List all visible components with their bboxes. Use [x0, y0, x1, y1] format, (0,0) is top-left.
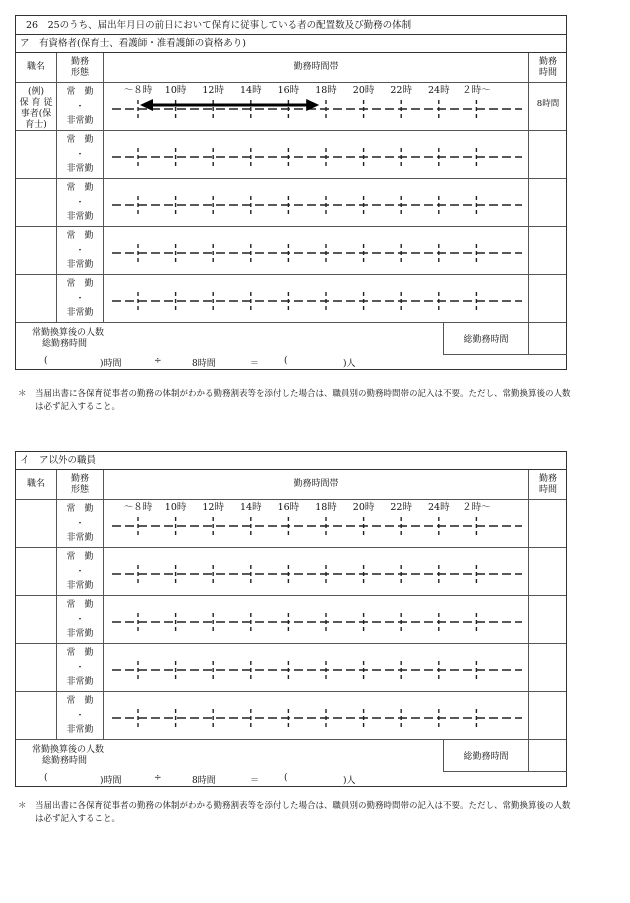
full-time-label: 常 勤 [66, 279, 94, 289]
time-band-cell[interactable] [104, 548, 529, 595]
time-label: 12時 [202, 502, 224, 513]
time-band-cell[interactable] [104, 275, 529, 322]
timeline [104, 644, 529, 692]
type-separator: ・ [75, 566, 85, 577]
example-job-title: (例) 保 育 従 事者(保 育士) [16, 83, 57, 130]
equals-sign: ＝ [250, 776, 260, 786]
time-label: ２時～ [462, 502, 491, 513]
staffing-form-other [15, 451, 567, 787]
part-time-label: 非常勤 [66, 629, 94, 639]
work-type-cell [57, 227, 104, 274]
hours-input-cell[interactable] [529, 644, 567, 691]
time-band-cell[interactable] [104, 227, 529, 274]
total-hours-box-label: 総勤務時間 [443, 740, 529, 772]
note-star: ＊ [18, 801, 27, 811]
part-time-label: 非常勤 [66, 116, 94, 126]
header-job: 職名 [16, 53, 57, 82]
staff-row [16, 131, 566, 179]
time-label: 24時 [428, 502, 450, 513]
part-time-label: 非常勤 [66, 308, 94, 318]
timeline [104, 83, 529, 131]
hours-input-cell[interactable] [529, 548, 567, 595]
type-separator: ・ [75, 662, 85, 673]
header-hours: 勤務 時間 [538, 473, 557, 495]
time-band-cell[interactable] [104, 500, 529, 547]
time-label: 22時 [390, 502, 412, 513]
time-label: 24時 [428, 85, 450, 96]
time-label: 18時 [315, 85, 337, 96]
job-input-cell[interactable] [16, 227, 57, 274]
timeline [104, 500, 529, 548]
full-time-label: 常 勤 [66, 135, 94, 145]
eight-hours: 8時間 [192, 359, 216, 369]
time-label: 16時 [277, 85, 300, 96]
type-separator: ・ [75, 518, 85, 529]
work-type-cell [57, 644, 104, 691]
work-type-cell [57, 596, 104, 643]
hours-input-cell[interactable] [529, 227, 567, 274]
hours-unit: )時間 [100, 359, 122, 369]
work-type-cell [57, 131, 104, 178]
time-label: 20時 [352, 502, 375, 513]
time-band-cell[interactable] [104, 179, 529, 226]
timeline [104, 179, 529, 227]
type-separator: ・ [75, 149, 85, 160]
eight-hours: 8時間 [192, 776, 216, 786]
form-title: 26 25のうち、届出年月日の前日において保育に従事している者の配置数及び勤務の体制 [16, 16, 566, 35]
type-separator: ・ [75, 197, 85, 208]
job-input-cell[interactable] [16, 548, 57, 595]
time-band-cell [104, 83, 529, 130]
full-time-label: 常 勤 [66, 231, 94, 241]
other-staff-subtitle: イ ア以外の職員 [16, 452, 566, 470]
header-work-type: 勤務 形態 [57, 53, 104, 82]
full-time-label: 常 勤 [66, 504, 94, 514]
header-time-band: 勤務時間帯 [104, 470, 529, 499]
time-label: ～８時 [123, 502, 153, 513]
time-label: 22時 [390, 85, 412, 96]
time-band-cell[interactable] [104, 596, 529, 643]
example-row [16, 83, 566, 131]
job-input-cell[interactable] [16, 500, 57, 547]
note [18, 800, 578, 826]
staff-row [16, 227, 566, 275]
staffing-form-qualified [15, 15, 567, 370]
staff-row [16, 275, 566, 323]
header-work-type: 勤務 形態 [57, 470, 104, 499]
job-input-cell[interactable] [16, 275, 57, 322]
type-separator: ・ [75, 710, 85, 721]
summary-row [16, 323, 566, 369]
persons-unit: )人 [343, 359, 356, 369]
time-label: 14時 [240, 502, 262, 513]
note-text: 当届出書に各保育従事者の勤務の体制がわかる勤務割表等を添付した場合は、職員別の勤務時間帯の記入は不要。ただし、常勤換算後の人数は必ず記入すること。 [35, 389, 571, 412]
timeline [104, 548, 529, 596]
staff-row [16, 644, 566, 692]
total-hours-box-label: 総勤務時間 [443, 323, 529, 355]
type-separator: ・ [75, 293, 85, 304]
timeline [104, 596, 529, 644]
part-time-label: 非常勤 [66, 533, 94, 543]
work-type-cell [57, 83, 104, 130]
job-input-cell[interactable] [16, 644, 57, 691]
total-hours-label: 総勤務時間 [42, 339, 88, 349]
time-band-cell[interactable] [104, 644, 529, 691]
divide-sign: ÷ [154, 773, 162, 783]
time-label: 14時 [240, 85, 262, 96]
note-star: ＊ [18, 389, 27, 399]
time-label: 20時 [352, 85, 375, 96]
full-time-label: 常 勤 [66, 183, 94, 193]
type-separator: ・ [75, 101, 85, 112]
hours-input-cell[interactable] [529, 596, 567, 643]
example-hours: 8時間 [536, 99, 560, 109]
staff-row [16, 179, 566, 227]
qualified-staff-subtitle: ア 有資格者(保育士、看護師・准看護師の資格あり) [16, 35, 566, 53]
part-time-label: 非常勤 [66, 725, 94, 735]
work-type-cell [57, 275, 104, 322]
hours-input-cell[interactable] [529, 131, 567, 178]
open-paren: ( [44, 773, 48, 783]
time-label: 12時 [202, 85, 224, 96]
fte-label: 常勤換算後の人数 [32, 745, 105, 755]
type-separator: ・ [75, 614, 85, 625]
hours-input-cell[interactable] [529, 692, 567, 739]
time-label: 16時 [277, 502, 300, 513]
type-separator: ・ [75, 245, 85, 256]
divide-sign: ÷ [154, 356, 162, 366]
full-time-label: 常 勤 [66, 696, 94, 706]
time-label: 10時 [164, 85, 187, 96]
hours-input-cell[interactable] [529, 179, 567, 226]
table-header [16, 53, 566, 83]
staff-row [16, 548, 566, 596]
note-text: 当届出書に各保育従事者の勤務の体制がわかる勤務割表等を添付した場合は、職員別の勤務時間帯の記入は不要。ただし、常勤換算後の人数は必ず記入すること。 [35, 801, 571, 824]
hours-input-cell[interactable] [529, 275, 567, 322]
header-time-band: 勤務時間帯 [104, 53, 529, 82]
header-hours: 勤務 時間 [538, 56, 557, 78]
job-input-cell[interactable] [16, 596, 57, 643]
full-time-label: 常 勤 [66, 552, 94, 562]
time-label: ～８時 [123, 85, 153, 96]
staff-row [16, 500, 566, 548]
time-band-cell[interactable] [104, 692, 529, 739]
open-paren: ( [284, 356, 288, 366]
work-type-cell [57, 179, 104, 226]
time-label: 10時 [164, 502, 187, 513]
total-hours-input[interactable] [529, 323, 567, 355]
time-band-cell[interactable] [104, 131, 529, 178]
work-type-cell [57, 500, 104, 547]
table-header [16, 470, 566, 500]
work-type-cell [57, 548, 104, 595]
open-paren: ( [44, 356, 48, 366]
hours-unit: )時間 [100, 776, 122, 786]
header-job: 職名 [16, 470, 57, 499]
full-time-label: 常 勤 [66, 87, 94, 97]
timeline [104, 227, 529, 275]
part-time-label: 非常勤 [66, 581, 94, 591]
part-time-label: 非常勤 [66, 260, 94, 270]
fte-label: 常勤換算後の人数 [32, 328, 105, 338]
time-label: ２時～ [462, 85, 491, 96]
total-hours-label: 総勤務時間 [42, 756, 88, 766]
timeline [104, 692, 529, 740]
persons-unit: )人 [343, 776, 356, 786]
equals-sign: ＝ [250, 359, 260, 369]
full-time-label: 常 勤 [66, 600, 94, 610]
part-time-label: 非常勤 [66, 164, 94, 174]
timeline [104, 275, 529, 323]
note [18, 388, 578, 414]
job-input-cell[interactable] [16, 692, 57, 739]
total-hours-input[interactable] [529, 740, 567, 772]
staff-row [16, 596, 566, 644]
work-type-cell [57, 692, 104, 739]
summary-row [16, 740, 566, 786]
time-label: 18時 [315, 502, 337, 513]
staff-row [16, 692, 566, 740]
job-input-cell[interactable] [16, 131, 57, 178]
open-paren: ( [284, 773, 288, 783]
part-time-label: 非常勤 [66, 212, 94, 222]
part-time-label: 非常勤 [66, 677, 94, 687]
timeline [104, 131, 529, 179]
hours-input-cell[interactable] [529, 500, 567, 547]
full-time-label: 常 勤 [66, 648, 94, 658]
job-input-cell[interactable] [16, 179, 57, 226]
